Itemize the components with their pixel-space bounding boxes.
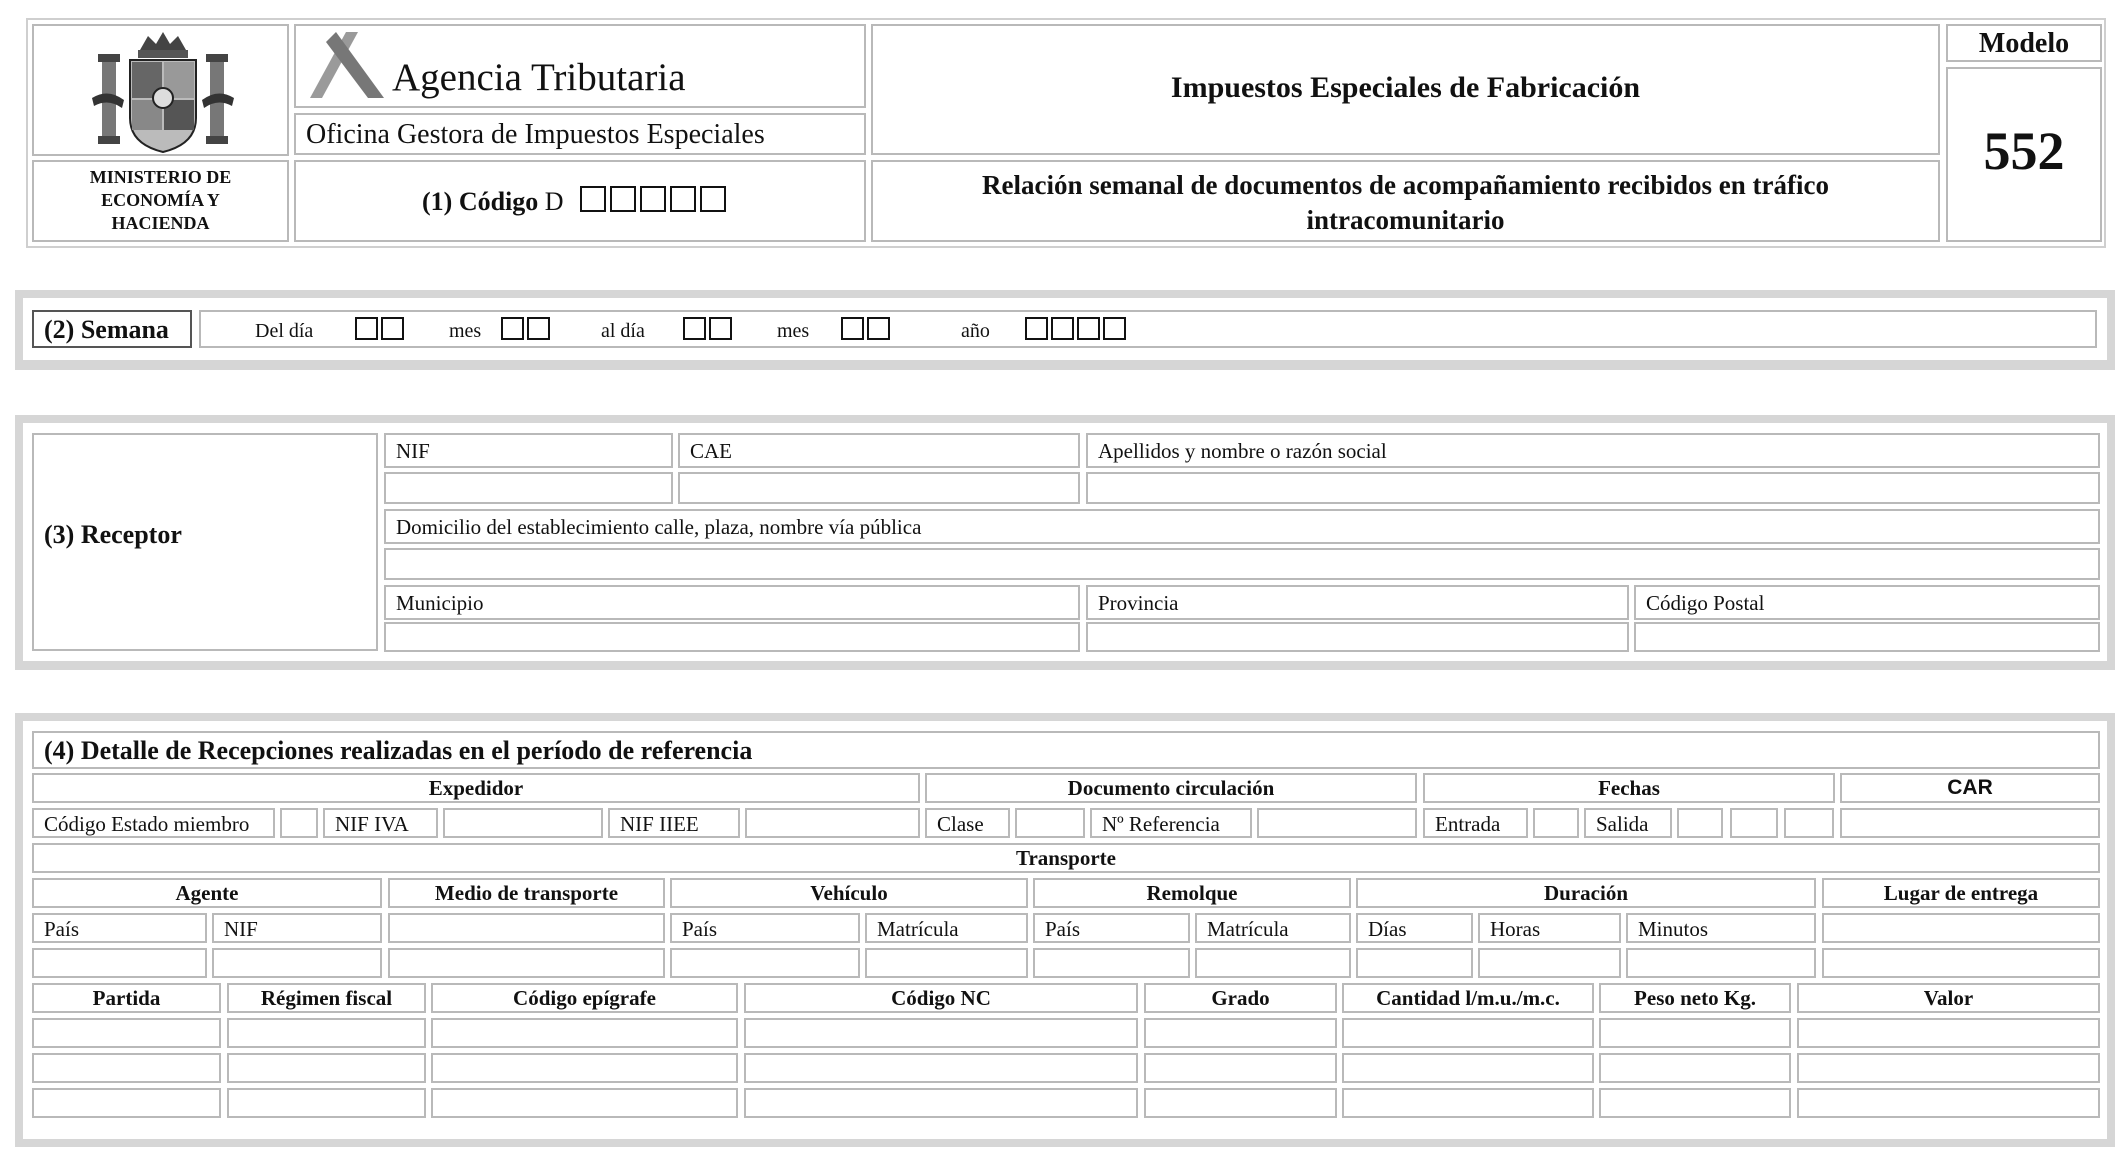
nombre-label: Apellidos y nombre o razón social xyxy=(1086,433,2100,468)
agency-name: Agencia Tributaria xyxy=(392,56,686,99)
transporte-header: Transporte xyxy=(32,843,2100,873)
col-partida-header: Partida xyxy=(32,983,221,1013)
del-dia-boxes xyxy=(355,317,407,340)
ministry-line-2: ECONOMÍA Y xyxy=(101,190,220,210)
digit-box[interactable] xyxy=(1025,317,1048,340)
cae-input[interactable] xyxy=(678,472,1080,504)
remolque-header: Remolque xyxy=(1033,878,1351,908)
product-cell-input[interactable] xyxy=(227,1018,426,1048)
product-cell-input[interactable] xyxy=(1599,1053,1791,1083)
del-dia-label: Del día xyxy=(255,320,314,342)
al-dia-boxes xyxy=(683,317,735,340)
municipio-label: Municipio xyxy=(384,585,1080,620)
nif-input[interactable] xyxy=(384,472,673,504)
anio-boxes xyxy=(1025,317,1129,340)
product-cell-input[interactable] xyxy=(1599,1018,1791,1048)
detalle-title-cell xyxy=(32,731,2100,769)
municipio-input[interactable] xyxy=(384,622,1080,652)
ministry-line-1: MINISTERIO DE xyxy=(89,167,232,187)
codigo-postal-label: Código Postal xyxy=(1634,585,2100,620)
fechas-header: Fechas xyxy=(1423,773,1835,803)
vehiculo-matricula-input[interactable] xyxy=(865,948,1028,978)
provincia-input[interactable] xyxy=(1086,622,1629,652)
semana-fields xyxy=(199,310,2097,348)
digit-box[interactable] xyxy=(501,317,524,340)
mes2-boxes xyxy=(841,317,893,340)
product-cell-input[interactable] xyxy=(744,1053,1138,1083)
product-cell-input[interactable] xyxy=(227,1088,426,1118)
remolque-matricula-input[interactable] xyxy=(1195,948,1351,978)
codigo-boxes xyxy=(580,186,730,212)
domicilio-label: Domicilio del establecimiento calle, plaza, nombre vía pública xyxy=(384,509,2100,544)
product-cell-input[interactable] xyxy=(32,1018,221,1048)
product-cell-input[interactable] xyxy=(431,1053,738,1083)
product-cell-input[interactable] xyxy=(1797,1088,2100,1118)
salida-input-1[interactable] xyxy=(1677,808,1723,838)
medio-input-2[interactable] xyxy=(388,948,665,978)
product-cell-input[interactable] xyxy=(1144,1088,1337,1118)
title-cell xyxy=(871,24,1940,155)
remolque-matricula-label: Matrícula xyxy=(1195,913,1351,943)
agente-header: Agente xyxy=(32,878,382,908)
codigo-estado-label: Código Estado miembro xyxy=(32,808,275,838)
lugar-input-2[interactable] xyxy=(1822,948,2100,978)
vehiculo-header: Vehículo xyxy=(670,878,1028,908)
car-input[interactable] xyxy=(1840,808,2100,838)
digit-box[interactable] xyxy=(709,317,732,340)
n-referencia-label: Nº Referencia xyxy=(1090,808,1252,838)
product-cell-input[interactable] xyxy=(431,1088,738,1118)
col-grado-header: Grado xyxy=(1144,983,1337,1013)
codigo-prefix: D xyxy=(544,187,564,216)
anio-label: año xyxy=(961,320,990,342)
nif-iiee-label: NIF IIEE xyxy=(608,808,740,838)
codigo-cell xyxy=(294,160,866,242)
digit-box[interactable] xyxy=(1077,317,1100,340)
modelo-number-cell xyxy=(1946,67,2102,242)
medio-input[interactable] xyxy=(388,913,665,943)
col-cantidad-header: Cantidad l/m.u./m.c. xyxy=(1342,983,1594,1013)
codigo-digit-box[interactable] xyxy=(700,186,726,212)
entrada-input[interactable] xyxy=(1533,808,1579,838)
agente-nif-label: NIF xyxy=(212,913,382,943)
col-regimen-header: Régimen fiscal xyxy=(227,983,426,1013)
medio-header: Medio de transporte xyxy=(388,878,665,908)
col-nc-header: Código NC xyxy=(744,983,1138,1013)
nif-iva-label: NIF IVA xyxy=(323,808,438,838)
vehiculo-pais-label: País xyxy=(670,913,860,943)
nif-iva-input[interactable] xyxy=(443,808,603,838)
agente-pais-input[interactable] xyxy=(32,948,207,978)
detalle-title: (4) Detalle de Recepciones realizadas en el período de referencia xyxy=(44,736,753,765)
ministry-line-3: HACIENDA xyxy=(111,213,210,233)
codigo-postal-input[interactable] xyxy=(1634,622,2100,652)
product-cell-input[interactable] xyxy=(431,1018,738,1048)
vehiculo-matricula-label: Matrícula xyxy=(865,913,1028,943)
product-cell-input[interactable] xyxy=(1342,1053,1594,1083)
al-dia-label: al día xyxy=(601,320,645,342)
product-cell-input[interactable] xyxy=(744,1088,1138,1118)
office-cell xyxy=(294,113,866,155)
codigo-label: (1) Código xyxy=(422,187,539,216)
mes1-boxes xyxy=(501,317,553,340)
form-subtitle-line-1: Relación semanal de documentos de acompañamiento recibidos en tráfico xyxy=(982,170,1829,200)
n-referencia-input[interactable] xyxy=(1257,808,1417,838)
receptor-title: (3) Receptor xyxy=(44,520,182,549)
modelo-label: Modelo xyxy=(1978,28,2070,59)
entrada-label: Entrada xyxy=(1423,808,1528,838)
mes2-label: mes xyxy=(777,320,810,342)
digit-box[interactable] xyxy=(355,317,378,340)
modelo-label-cell xyxy=(1946,24,2102,62)
form-title: Impuestos Especiales de Fabricación xyxy=(1170,71,1641,104)
codigo-estado-input[interactable] xyxy=(280,808,318,838)
col-peso-header: Peso neto Kg. xyxy=(1599,983,1791,1013)
agente-nif-input[interactable] xyxy=(212,948,382,978)
product-cell-input[interactable] xyxy=(1144,1018,1337,1048)
salida-input-3[interactable] xyxy=(1784,808,1834,838)
expedidor-header: Expedidor xyxy=(32,773,920,803)
mes1-label: mes xyxy=(449,320,482,342)
agency-logo-icon xyxy=(306,28,388,100)
lugar-header: Lugar de entrega xyxy=(1822,878,2100,908)
vehiculo-pais-input[interactable] xyxy=(670,948,860,978)
ministry-name xyxy=(34,166,287,235)
salida-label: Salida xyxy=(1584,808,1672,838)
codigo-field xyxy=(422,186,564,218)
codigo-digit-box[interactable] xyxy=(580,186,606,212)
codigo-digit-box[interactable] xyxy=(640,186,666,212)
product-cell-input[interactable] xyxy=(1599,1088,1791,1118)
ministry-cell xyxy=(32,160,289,242)
product-cell-input[interactable] xyxy=(32,1053,221,1083)
subtitle-cell xyxy=(871,160,1940,242)
col-epigrafe-header: Código epígrafe xyxy=(431,983,738,1013)
digit-box[interactable] xyxy=(1051,317,1074,340)
salida-input-2[interactable] xyxy=(1730,808,1778,838)
product-cell-input[interactable] xyxy=(744,1018,1138,1048)
agency-cell xyxy=(294,24,866,108)
office-name: Oficina Gestora de Impuestos Especiales xyxy=(306,119,765,150)
minutos-input[interactable] xyxy=(1626,948,1816,978)
product-cell-input[interactable] xyxy=(1797,1053,2100,1083)
semana-title-cell xyxy=(32,310,192,348)
digit-box[interactable] xyxy=(527,317,550,340)
dias-input[interactable] xyxy=(1356,948,1473,978)
receptor-title-cell xyxy=(32,433,378,651)
nif-iiee-input[interactable] xyxy=(745,808,920,838)
coat-of-arms-cell xyxy=(32,24,289,156)
documento-header: Documento circulación xyxy=(925,773,1417,803)
product-cell-input[interactable] xyxy=(1797,1018,2100,1048)
digit-box[interactable] xyxy=(381,317,404,340)
nombre-input[interactable] xyxy=(1086,472,2100,504)
car-header: CAR xyxy=(1840,773,2100,803)
lugar-input[interactable] xyxy=(1822,913,2100,943)
agente-pais-label: País xyxy=(32,913,207,943)
modelo-number: 552 xyxy=(1983,121,2065,181)
clase-label: Clase xyxy=(925,808,1010,838)
clase-input[interactable] xyxy=(1015,808,1085,838)
cae-label: CAE xyxy=(678,433,1080,468)
duracion-header: Duración xyxy=(1356,878,1816,908)
form-subtitle-line-2: intracomunitario xyxy=(1306,205,1505,235)
dias-label: Días xyxy=(1356,913,1473,943)
digit-box[interactable] xyxy=(1103,317,1126,340)
digit-box[interactable] xyxy=(841,317,864,340)
product-cell-input[interactable] xyxy=(1342,1088,1594,1118)
minutos-label: Minutos xyxy=(1626,913,1816,943)
product-cell-input[interactable] xyxy=(1144,1053,1337,1083)
nif-label: NIF xyxy=(384,433,673,468)
horas-input[interactable] xyxy=(1478,948,1621,978)
provincia-label: Provincia xyxy=(1086,585,1629,620)
codigo-digit-box[interactable] xyxy=(610,186,636,212)
product-cell-input[interactable] xyxy=(227,1053,426,1083)
remolque-pais-input[interactable] xyxy=(1033,948,1190,978)
digit-box[interactable] xyxy=(683,317,706,340)
digit-box[interactable] xyxy=(867,317,890,340)
codigo-digit-box[interactable] xyxy=(670,186,696,212)
col-valor-header: Valor xyxy=(1797,983,2100,1013)
horas-label: Horas xyxy=(1478,913,1621,943)
coat-of-arms-icon xyxy=(88,28,238,156)
product-cell-input[interactable] xyxy=(1342,1018,1594,1048)
remolque-pais-label: País xyxy=(1033,913,1190,943)
domicilio-input[interactable] xyxy=(384,548,2100,580)
semana-title: (2) Semana xyxy=(44,315,169,344)
product-cell-input[interactable] xyxy=(32,1088,221,1118)
